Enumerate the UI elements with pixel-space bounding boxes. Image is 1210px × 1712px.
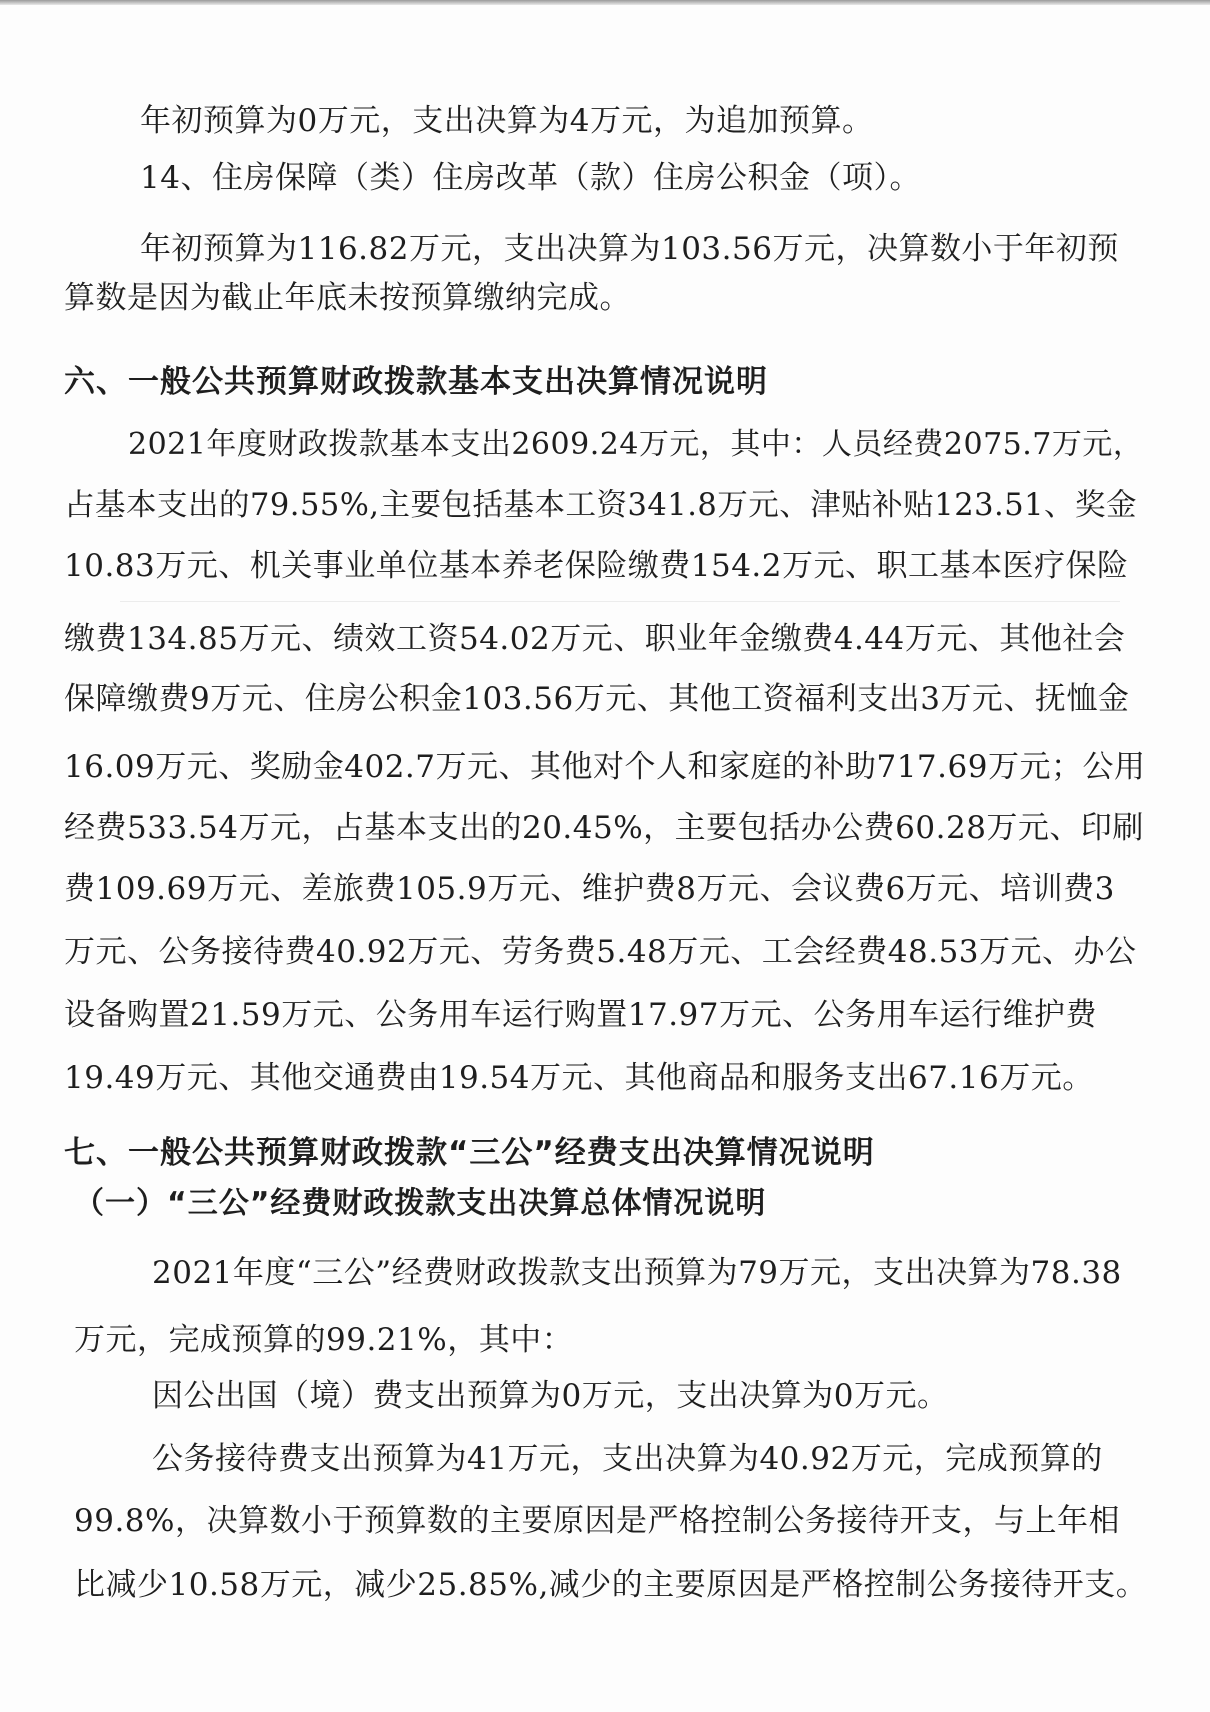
scan-artifact-line [120, 601, 1120, 602]
paragraph-line: 算数是因为截止年底未按预算缴纳完成。 [64, 280, 631, 316]
paragraph-line: 10.83万元、机关事业单位基本养老保险缴费154.2万元、职工基本医疗保险 [64, 548, 1129, 584]
paragraph-line: 万元、公务接待费40.92万元、劳务费5.48万元、工会经费48.53万元、办公 [64, 934, 1137, 970]
paragraph-line: 年初预算为116.82万元，支出决算为103.56万元，决算数小于年初预 [140, 231, 1119, 267]
paragraph-line: 公务接待费支出预算为41万元，支出决算为40.92万元，完成预算的 [152, 1441, 1103, 1477]
paragraph-line: 保障缴费9万元、住房公积金103.56万元、其他工资福利支出3万元、抚恤金 [64, 681, 1130, 717]
paragraph-line: 2021年度财政拨款基本支出2609.24万元，其中：人员经费2075.7万元， [128, 427, 1144, 462]
paragraph-line: 万元，完成预算的99.21%，其中： [74, 1322, 574, 1358]
scan-top-edge [0, 0, 1210, 5]
list-item-heading: 14、住房保障（类）住房改革（款）住房公积金（项）。 [140, 160, 921, 196]
paragraph-line: 年初预算为0万元，支出决算为4万元，为追加预算。 [140, 103, 874, 139]
section-heading-7: 七、一般公共预算财政拨款“三公”经费支出决算情况说明 [64, 1135, 875, 1171]
subsection-heading-1: （一）“三公”经费财政拨款支出决算总体情况说明 [74, 1186, 767, 1221]
paragraph-line: 比减少10.58万元，减少25.85%,减少的主要原因是严格控制公务接待开支。 [74, 1567, 1148, 1603]
paragraph-line: 经费533.54万元，占基本支出的20.45%，主要包括办公费60.28万元、印刷 [64, 810, 1144, 846]
paragraph-line: 费109.69万元、差旅费105.9万元、维护费8万元、会议费6万元、培训费3 [64, 871, 1115, 907]
paragraph-line: 99.8%，决算数小于预算数的主要原因是严格控制公务接待开支，与上年相 [74, 1503, 1120, 1539]
paragraph-line: 因公出国（境）费支出预算为0万元，支出决算为0万元。 [152, 1378, 949, 1414]
paragraph-line: 19.49万元、其他交通费由19.54万元、其他商品和服务支出67.16万元。 [64, 1060, 1094, 1096]
paragraph-line: 16.09万元、奖励金402.7万元、其他对个人和家庭的补助717.69万元；公用 [64, 749, 1146, 785]
paragraph-line: 占基本支出的79.55%,主要包括基本工资341.8万元、津贴补贴123.51、奖金 [64, 488, 1138, 523]
paragraph-line: 缴费134.85万元、绩效工资54.02万元、职业年金缴费4.44万元、其他社会 [64, 621, 1126, 657]
paragraph-line: 设备购置21.59万元、公务用车运行购置17.97万元、公务用车运行维护费 [64, 997, 1097, 1033]
section-heading-6: 六、一般公共预算财政拨款基本支出决算情况说明 [64, 364, 768, 400]
paragraph-line: 2021年度“三公”经费财政拨款支出预算为79万元，支出决算为78.38 [152, 1255, 1122, 1291]
